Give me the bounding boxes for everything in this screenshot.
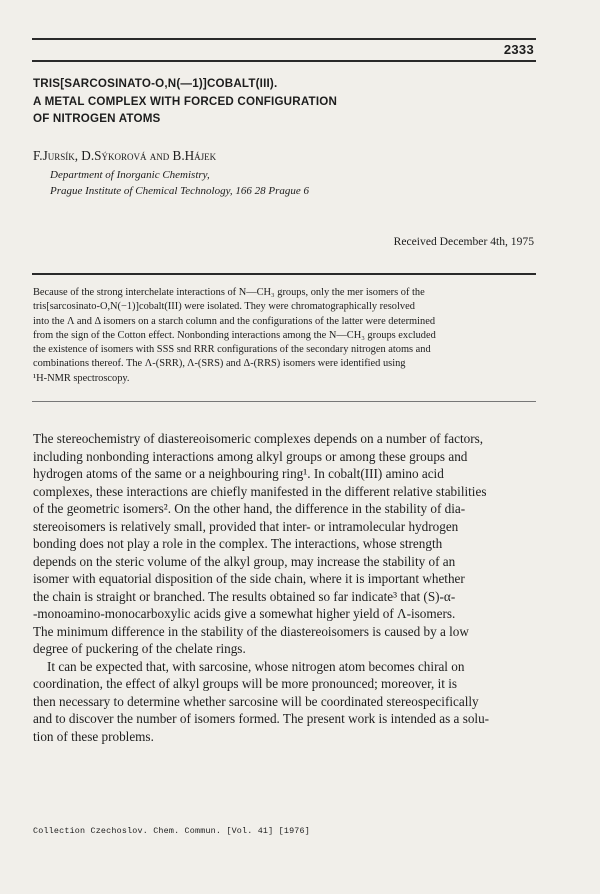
title-line: TRIS[SARCOSINATO-O,N(—1)]COBALT(III). — [33, 77, 278, 90]
body-line: stereoisomers is relatively small, provided that inter- or intramolecular hydrogen — [33, 518, 459, 534]
body-line: -monoamino-monocarboxylic acids give a somewhat higher yield of Λ-isomers. — [33, 606, 456, 621]
abstract-line: into the Λ and Δ isomers on a starch column and the configurations of the latter were determined — [33, 315, 436, 327]
abstract-line: the existence of isomers with SSS snd RRR configurations of the secondary nitrogen atoms and — [33, 344, 431, 356]
body-line: The stereochemistry of diastereoisomeric complexes depends on a number of factors, — [33, 431, 484, 446]
body-line: the chain is straight or branched. The results obtained so far indicate³ that (S)-α- — [33, 588, 456, 604]
body-line: hydrogen atoms of the same or a neighbouring ring¹. In cobalt(III) amino acid — [33, 466, 444, 481]
abstract-line: Because of the strong interchelate interactions of N—CH₃ groups, only the mer isomers of the — [33, 287, 425, 298]
abstract-rule-bottom — [32, 401, 536, 402]
authors — [33, 148, 216, 164]
body-line: It can be expected that, with sarcosine, whose nitrogen atom becomes chiral on — [47, 658, 465, 674]
body-line: The minimum difference in the stability of the diastereoisomers is caused by a low — [33, 623, 469, 639]
abstract-line: tris[sarcosinato-O,N(−1)]cobalt(III) were isolated. They were chromatographically resolved — [33, 301, 415, 313]
journal-footer: Collection Czechoslov. Chem. Commun. [Vol. 41] [1976] — [33, 826, 310, 836]
body-line: coordination, the effect of alkyl groups will be more pronounced; moreover, it is — [33, 676, 458, 691]
affiliation — [50, 168, 309, 199]
body-line: depends on the steric volume of the alkyl group, may increase the stability of an — [33, 553, 456, 569]
article-body — [33, 430, 536, 745]
received-date: Received December 4th, 1975 — [393, 235, 534, 248]
body-line: including nonbonding interactions among alkyl groups or among these groups and — [33, 448, 468, 464]
body-line: and to discover the number of isomers formed. The present work is intended as a solu- — [33, 711, 490, 726]
body-paragraph-2 — [33, 658, 536, 746]
header-rule-bottom — [32, 60, 536, 62]
abstract-line: combinations thereof. The Λ-(SRR), Λ-(SRS) and Δ-(RRS) isomers were identified using — [33, 358, 406, 370]
abstract-line: from the sign of the Cotton effect. Nonbonding interactions among the N—CH₃ groups excluded — [33, 329, 436, 341]
affiliation-line: Department of Inorganic Chemistry, — [50, 169, 210, 181]
body-line: isomer with equatorial disposition of the side chain, where it is important whether — [33, 571, 465, 586]
author-list: F.Jursík, D.Sýkorová and B.Hájek — [33, 148, 217, 163]
article-title — [33, 75, 533, 128]
body-line: complexes, these interactions are chiefly manifested in the different relative stabilities — [33, 483, 487, 499]
body-line: degree of puckering of the chelate rings. — [33, 641, 246, 656]
title-line: OF NITROGEN ATOMS — [33, 112, 161, 125]
body-line: then necessary to determine whether sarcosine will be coordinated stereospecifically — [33, 693, 479, 709]
body-line: tion of these problems. — [33, 728, 154, 744]
header-rule-top — [32, 38, 536, 40]
abstract — [33, 286, 536, 386]
abstract-rule-top — [32, 273, 536, 275]
body-line: of the geometric isomers². On the other hand, the difference in the stability of dia- — [33, 501, 466, 516]
title-line: A METAL COMPLEX WITH FORCED CONFIGURATION — [33, 94, 338, 108]
body-paragraph-1 — [33, 430, 536, 658]
affiliation-line: Prague Institute of Chemical Technology, 166 28 Prague 6 — [50, 184, 309, 197]
body-line: bonding does not play a role in the complex. The interactions, whose strength — [33, 536, 443, 551]
abstract-line: ¹H-NMR spectroscopy. — [33, 372, 130, 384]
page-number: 2333 — [503, 42, 534, 57]
